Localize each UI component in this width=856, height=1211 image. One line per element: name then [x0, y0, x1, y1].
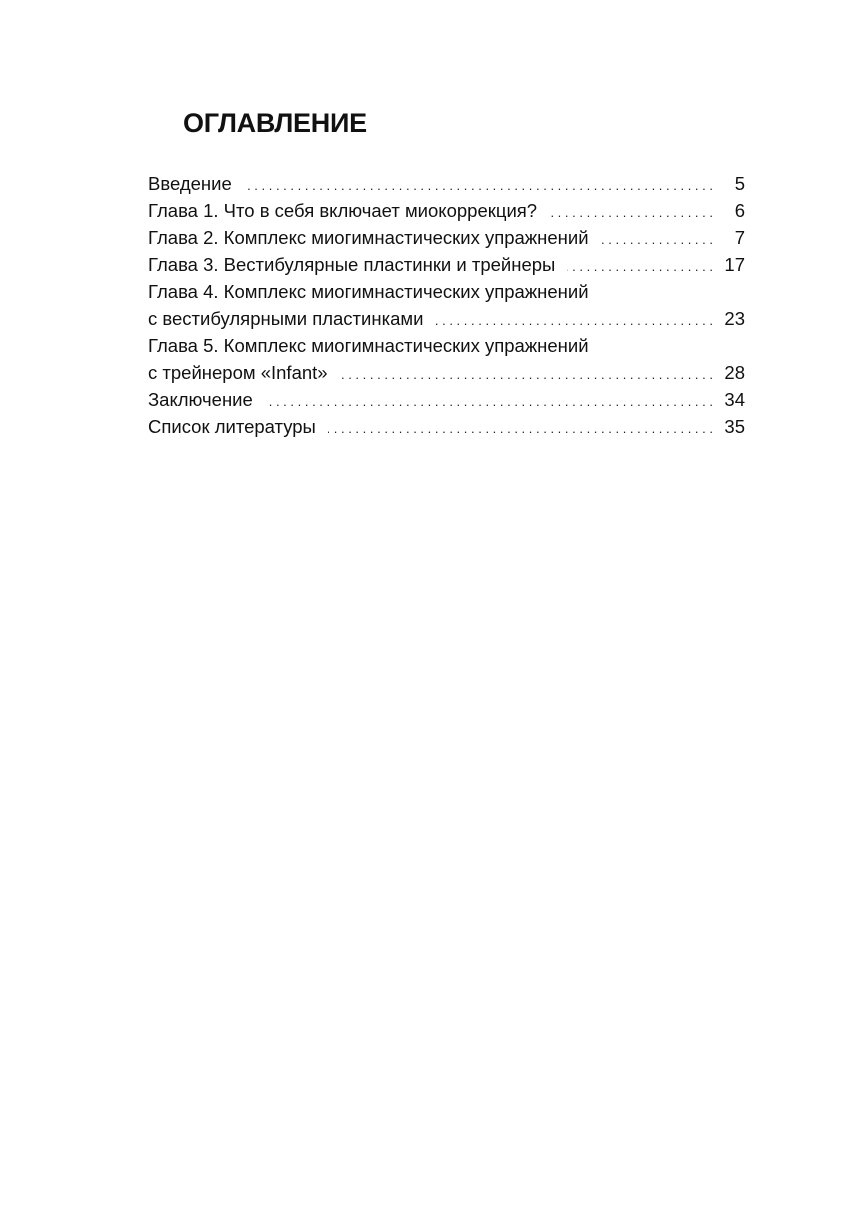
toc-entry-chapter-1[interactable] [148, 197, 745, 224]
toc-page-number: 6 [734, 200, 745, 221]
toc-entry-line [148, 278, 745, 305]
toc-title: ОГЛАВЛЕНИЕ [183, 108, 367, 138]
toc-entry-label-continued: с вестибулярными пластинками [148, 308, 424, 329]
toc-entry-line [148, 359, 745, 386]
toc-page-number: 23 [724, 308, 745, 329]
table-of-contents [148, 170, 745, 440]
toc-page-number: 7 [734, 227, 745, 248]
toc-page-number: 5 [734, 173, 745, 194]
toc-entry-chapter-2[interactable] [148, 224, 745, 251]
toc-page-number: 17 [724, 254, 745, 275]
toc-entry-label-continued: с трейнером «Infant» [148, 362, 328, 383]
toc-page-number: 35 [724, 416, 745, 437]
dot-leader [328, 415, 713, 442]
dot-leader [601, 226, 713, 253]
toc-page-number: 28 [724, 362, 745, 383]
dot-leader [549, 199, 713, 226]
toc-entry-label: Глава 5. Комплекс миогимнастических упражнений [148, 335, 589, 356]
dot-leader [244, 172, 713, 199]
toc-entry-line [148, 413, 745, 440]
toc-entry-label: Глава 3. Вестибулярные пластинки и трейнеры [148, 254, 556, 275]
toc-entry-line [148, 170, 745, 197]
toc-entry-label: Глава 4. Комплекс миогимнастических упражнений [148, 281, 589, 302]
toc-entry-chapter-3[interactable] [148, 251, 745, 278]
dot-leader [435, 307, 713, 334]
toc-entry-line [148, 305, 745, 332]
toc-entry-conclusion[interactable] [148, 386, 745, 413]
toc-entry-label: Введение [148, 173, 232, 194]
toc-entry-label: Глава 2. Комплекс миогимнастических упражнений [148, 227, 589, 248]
toc-entry-introduction[interactable] [148, 170, 745, 197]
dot-leader [567, 253, 713, 280]
toc-entry-label: Заключение [148, 389, 253, 410]
toc-page-number: 34 [724, 389, 745, 410]
toc-entry-chapter-5[interactable] [148, 332, 745, 386]
toc-entry-line [148, 251, 745, 278]
dot-leader [340, 361, 713, 388]
toc-entry-line [148, 332, 745, 359]
toc-entry-chapter-4[interactable] [148, 278, 745, 332]
toc-entry-line [148, 224, 745, 251]
toc-entry-label: Глава 1. Что в себя включает миокоррекция? [148, 200, 538, 221]
toc-entry-references[interactable] [148, 413, 745, 440]
dot-leader [265, 388, 713, 415]
toc-entry-line [148, 197, 745, 224]
toc-entry-line [148, 386, 745, 413]
toc-entry-label: Список литературы [148, 416, 316, 437]
